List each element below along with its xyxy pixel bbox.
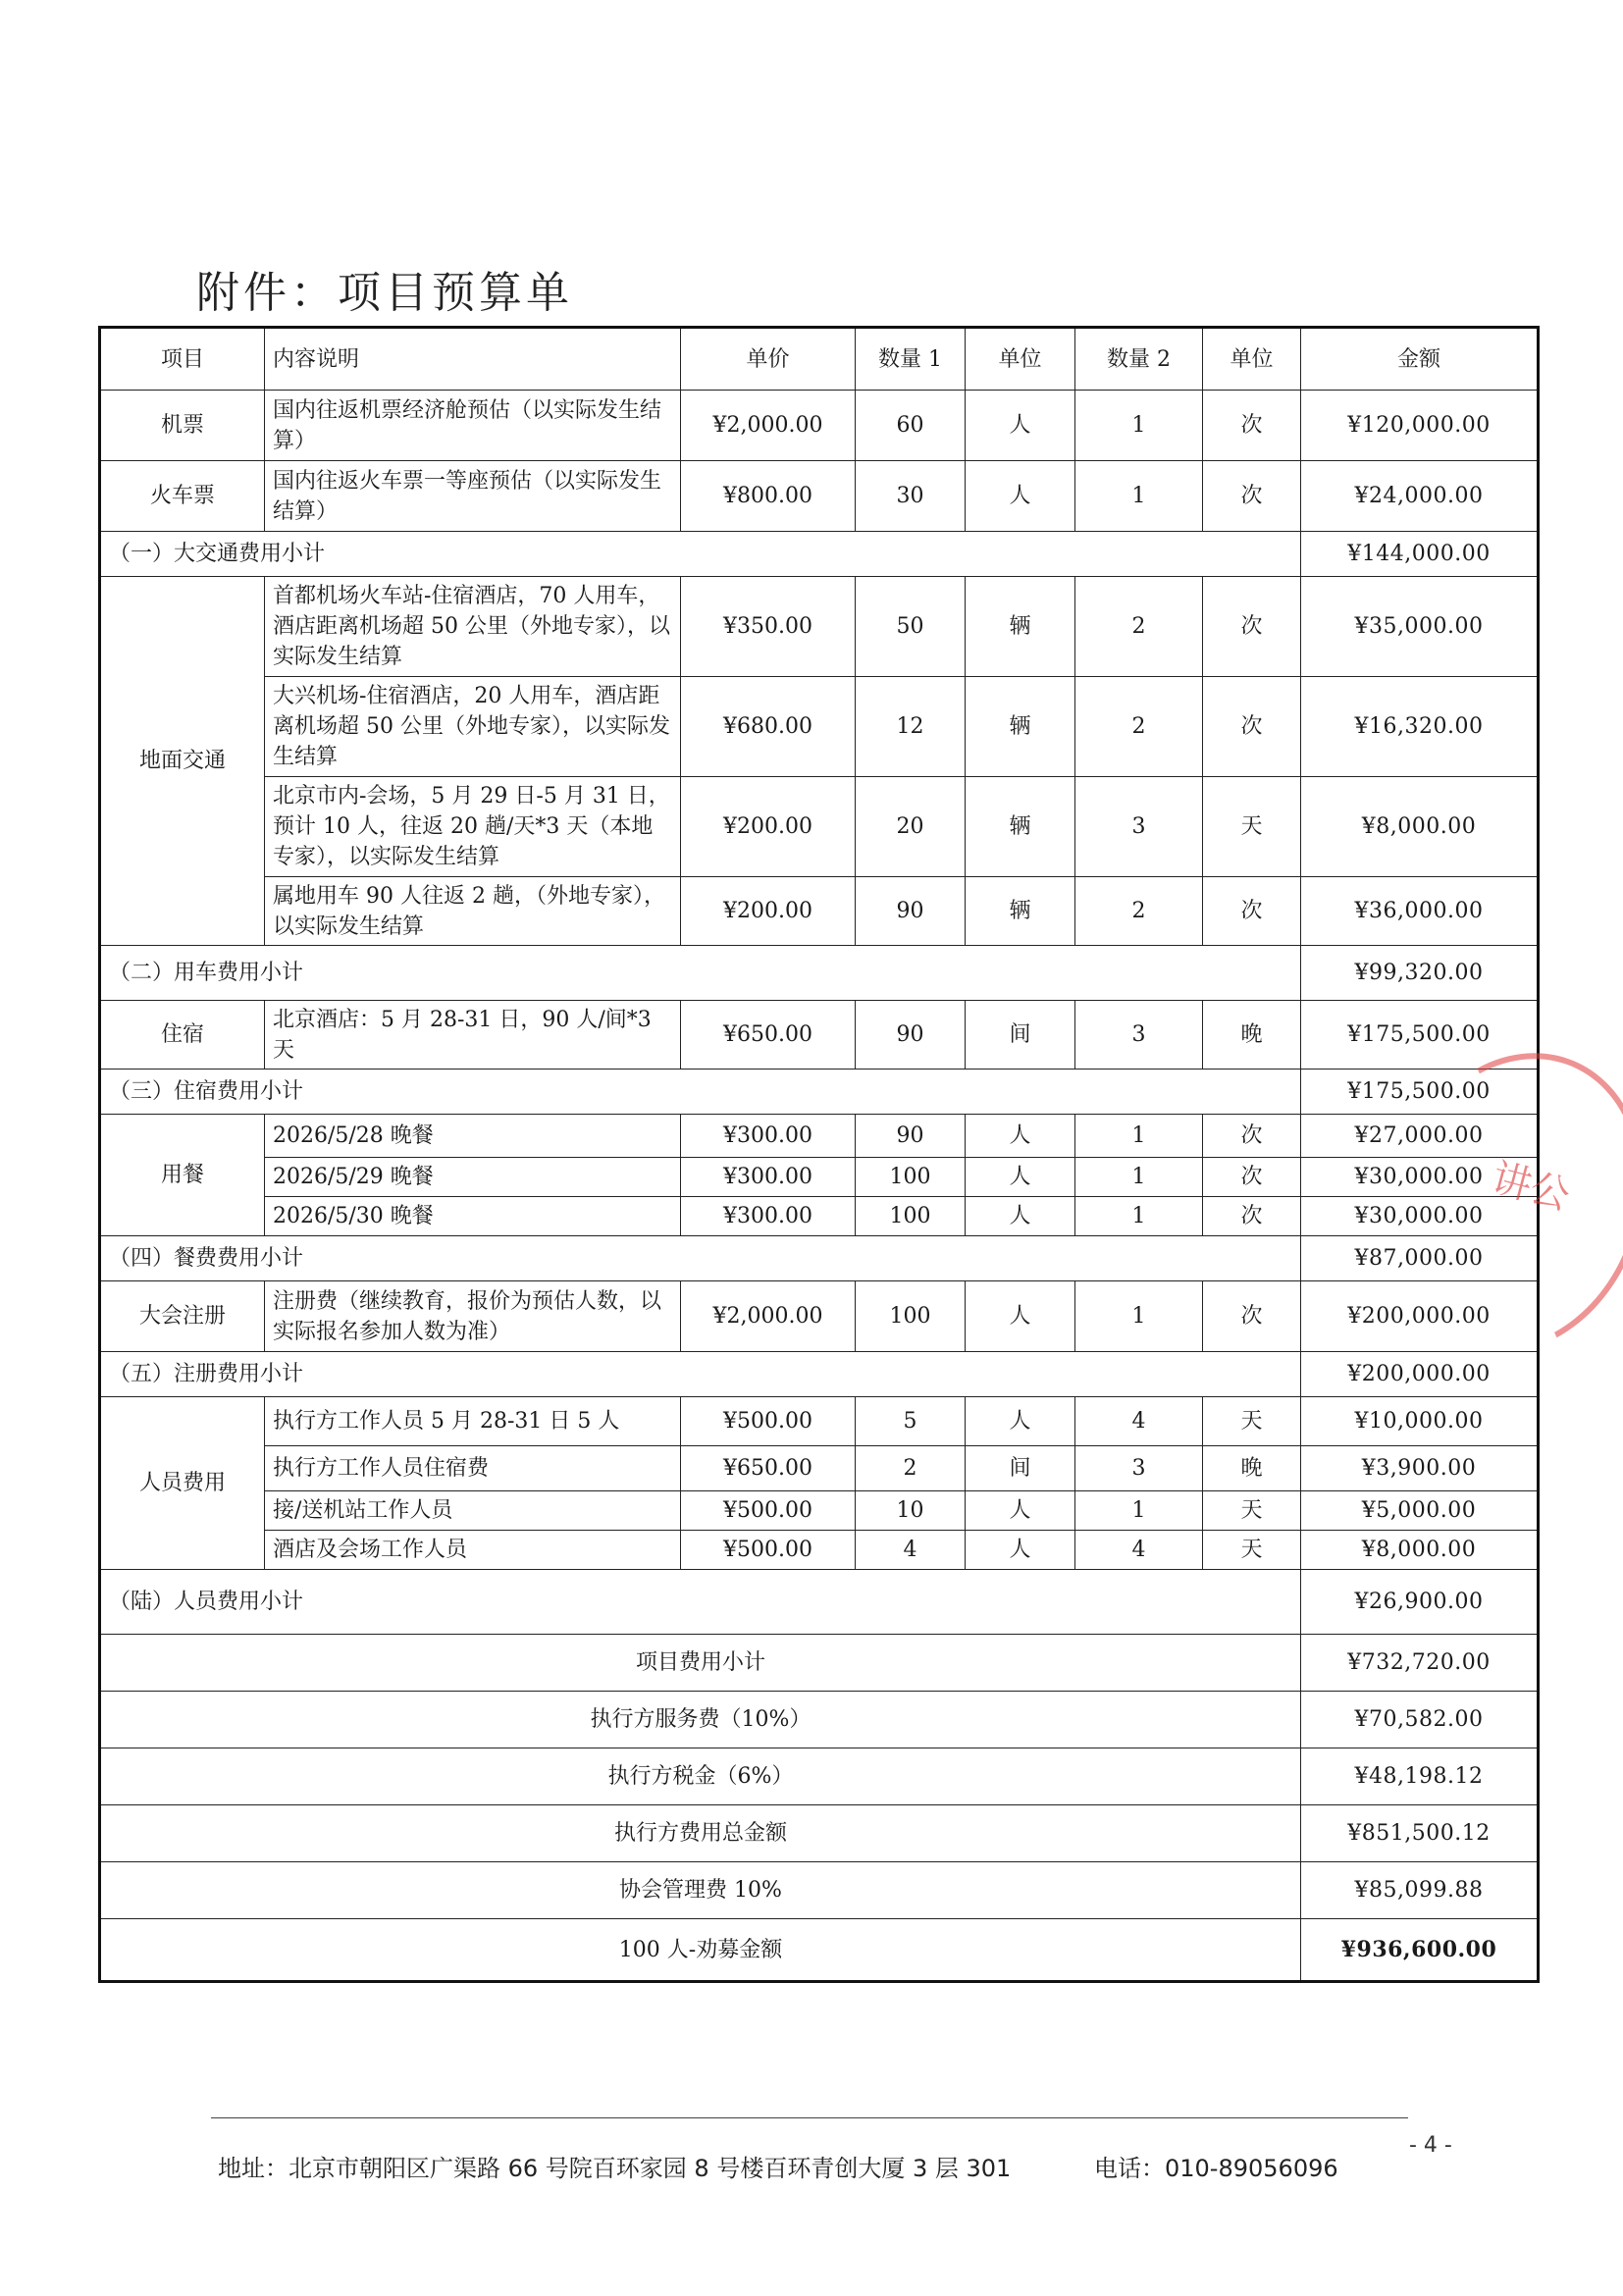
table-row: [100, 1281, 1539, 1352]
qty1-cell: 2: [856, 1446, 966, 1491]
total-amount: ¥732,720.00: [1301, 1635, 1539, 1692]
unit1-cell: 间: [966, 1001, 1075, 1070]
qty2-cell: 1: [1075, 1115, 1203, 1158]
price-cell: ¥200.00: [681, 777, 856, 877]
total-row: [100, 1692, 1539, 1748]
price-cell: ¥500.00: [681, 1397, 856, 1446]
qty2-cell: 1: [1075, 1491, 1203, 1531]
unit2-cell: 天: [1203, 777, 1301, 877]
subtotal-row: [100, 946, 1539, 1001]
footer-divider: [211, 2117, 1408, 2118]
price-cell: ¥650.00: [681, 1446, 856, 1491]
category-cell: 用餐: [100, 1115, 265, 1236]
price-cell: ¥2,000.00: [681, 391, 856, 461]
header-cell: 数量 1: [856, 328, 966, 391]
total-amount: ¥48,198.12: [1301, 1748, 1539, 1805]
qty2-cell: 3: [1075, 777, 1203, 877]
page-title: 附件：项目预算单: [196, 268, 573, 318]
amount-cell: ¥200,000.00: [1301, 1281, 1539, 1352]
header-cell: 内容说明: [265, 328, 681, 391]
description-cell: 国内往返机票经济舱预估（以实际发生结算）: [265, 391, 681, 461]
total-label: 协会管理费 10%: [100, 1862, 1301, 1919]
description-cell: 属地用车 90 人往返 2 趟，（外地专家），以实际发生结算: [265, 877, 681, 946]
qty2-cell: 4: [1075, 1397, 1203, 1446]
amount-cell: ¥35,000.00: [1301, 577, 1539, 677]
subtotal-label: （五）注册费用小计: [100, 1352, 1301, 1397]
description-cell: 北京市内-会场，5 月 29 日-5 月 31 日，预计 10 人，往返 20 趟/天*3 天（本地专家），以实际发生结算: [265, 777, 681, 877]
table-row: [100, 1197, 1539, 1236]
subtotal-row: [100, 1570, 1539, 1635]
amount-cell: ¥36,000.00: [1301, 877, 1539, 946]
amount-cell: ¥5,000.00: [1301, 1491, 1539, 1531]
unit1-cell: 人: [966, 1491, 1075, 1531]
unit2-cell: 次: [1203, 1281, 1301, 1352]
subtotal-label: （四）餐费费用小计: [100, 1236, 1301, 1281]
subtotal-row: [100, 1352, 1539, 1397]
description-cell: 首都机场火车站-住宿酒店，70 人用车，酒店距离机场超 50 公里（外地专家），以实际发生结算: [265, 577, 681, 677]
qty1-cell: 30: [856, 461, 966, 532]
qty1-cell: 4: [856, 1531, 966, 1570]
total-row: [100, 1805, 1539, 1862]
unit1-cell: 人: [966, 391, 1075, 461]
footer-address: 地址：北京市朝阳区广渠路 66 号院百环家园 8 号楼百环青创大厦 3 层 301: [218, 2155, 1012, 2182]
total-label: 项目费用小计: [100, 1635, 1301, 1692]
price-cell: ¥500.00: [681, 1491, 856, 1531]
page-number: - 4 -: [1409, 2133, 1452, 2158]
total-label: 执行方费用总金额: [100, 1805, 1301, 1862]
total-amount: ¥851,500.12: [1301, 1805, 1539, 1862]
unit2-cell: 次: [1203, 461, 1301, 532]
qty2-cell: 4: [1075, 1531, 1203, 1570]
table-row: [100, 1158, 1539, 1197]
table-row: [100, 777, 1539, 877]
description-cell: 接/送机站工作人员: [265, 1491, 681, 1531]
qty1-cell: 90: [856, 1001, 966, 1070]
amount-cell: ¥120,000.00: [1301, 391, 1539, 461]
price-cell: ¥350.00: [681, 577, 856, 677]
total-row: [100, 1635, 1539, 1692]
qty1-cell: 10: [856, 1491, 966, 1531]
qty2-cell: 1: [1075, 1158, 1203, 1197]
description-cell: 大兴机场-住宿酒店，20 人用车，酒店距离机场超 50 公里（外地专家），以实际发生结算: [265, 677, 681, 777]
grand-total-row: [100, 1919, 1539, 1982]
amount-cell: ¥8,000.00: [1301, 1531, 1539, 1570]
unit1-cell: 辆: [966, 677, 1075, 777]
description-cell: 2026/5/29 晚餐: [265, 1158, 681, 1197]
price-cell: ¥300.00: [681, 1158, 856, 1197]
description-cell: 2026/5/28 晚餐: [265, 1115, 681, 1158]
header-cell: 单位: [966, 328, 1075, 391]
subtotal-label: （三）住宿费用小计: [100, 1070, 1301, 1115]
table-row: [100, 877, 1539, 946]
price-cell: ¥200.00: [681, 877, 856, 946]
category-cell: 人员费用: [100, 1397, 265, 1570]
qty2-cell: 3: [1075, 1001, 1203, 1070]
qty1-cell: 90: [856, 1115, 966, 1158]
qty2-cell: 2: [1075, 677, 1203, 777]
table-row: [100, 391, 1539, 461]
table-row: [100, 577, 1539, 677]
amount-cell: ¥24,000.00: [1301, 461, 1539, 532]
category-cell: 地面交通: [100, 577, 265, 946]
unit1-cell: 人: [966, 1115, 1075, 1158]
amount-cell: ¥10,000.00: [1301, 1397, 1539, 1446]
qty1-cell: 12: [856, 677, 966, 777]
unit2-cell: 次: [1203, 877, 1301, 946]
subtotal-label: （一）大交通费用小计: [100, 532, 1301, 577]
unit1-cell: 辆: [966, 877, 1075, 946]
grand-total-amount: ¥936,600.00: [1301, 1919, 1539, 1982]
price-cell: ¥800.00: [681, 461, 856, 532]
qty1-cell: 100: [856, 1197, 966, 1236]
footer-phone: 电话：010-89056096: [1094, 2155, 1338, 2182]
unit1-cell: 人: [966, 1397, 1075, 1446]
description-cell: 注册费（继续教育，报价为预估人数，以实际报名参加人数为准）: [265, 1281, 681, 1352]
total-row: [100, 1748, 1539, 1805]
unit2-cell: 天: [1203, 1397, 1301, 1446]
price-cell: ¥650.00: [681, 1001, 856, 1070]
qty2-cell: 1: [1075, 1281, 1203, 1352]
price-cell: ¥300.00: [681, 1197, 856, 1236]
unit1-cell: 辆: [966, 577, 1075, 677]
category-cell: 火车票: [100, 461, 265, 532]
subtotal-amount: ¥144,000.00: [1301, 532, 1539, 577]
description-cell: 执行方工作人员住宿费: [265, 1446, 681, 1491]
amount-cell: ¥16,320.00: [1301, 677, 1539, 777]
unit2-cell: 次: [1203, 677, 1301, 777]
subtotal-amount: ¥99,320.00: [1301, 946, 1539, 1001]
total-label: 执行方服务费（10%）: [100, 1692, 1301, 1748]
unit1-cell: 辆: [966, 777, 1075, 877]
subtotal-row: [100, 1236, 1539, 1281]
total-amount: ¥85,099.88: [1301, 1862, 1539, 1919]
unit2-cell: 次: [1203, 391, 1301, 461]
subtotal-row: [100, 1070, 1539, 1115]
budget-table: [98, 326, 1540, 1983]
description-cell: 北京酒店：5 月 28-31 日，90 人/间*3 天: [265, 1001, 681, 1070]
table-row: [100, 1397, 1539, 1446]
header-cell: 项目: [100, 328, 265, 391]
category-cell: 机票: [100, 391, 265, 461]
table-row: [100, 677, 1539, 777]
qty1-cell: 100: [856, 1281, 966, 1352]
table-row: [100, 1001, 1539, 1070]
qty1-cell: 20: [856, 777, 966, 877]
description-cell: 2026/5/30 晚餐: [265, 1197, 681, 1236]
qty2-cell: 1: [1075, 391, 1203, 461]
description-cell: 执行方工作人员 5 月 28-31 日 5 人: [265, 1397, 681, 1446]
qty2-cell: 2: [1075, 877, 1203, 946]
header-cell: 金额: [1301, 328, 1539, 391]
amount-cell: ¥30,000.00: [1301, 1158, 1539, 1197]
price-cell: ¥680.00: [681, 677, 856, 777]
total-label: 执行方税金（6%）: [100, 1748, 1301, 1805]
unit1-cell: 间: [966, 1446, 1075, 1491]
qty1-cell: 60: [856, 391, 966, 461]
category-cell: 大会注册: [100, 1281, 265, 1352]
amount-cell: ¥8,000.00: [1301, 777, 1539, 877]
header-cell: 单位: [1203, 328, 1301, 391]
subtotal-amount: ¥26,900.00: [1301, 1570, 1539, 1635]
qty2-cell: 2: [1075, 577, 1203, 677]
unit1-cell: 人: [966, 1281, 1075, 1352]
unit2-cell: 天: [1203, 1531, 1301, 1570]
description-cell: 酒店及会场工作人员: [265, 1531, 681, 1570]
header-cell: 数量 2: [1075, 328, 1203, 391]
qty1-cell: 100: [856, 1158, 966, 1197]
table-header-row: [100, 328, 1539, 391]
price-cell: ¥500.00: [681, 1531, 856, 1570]
description-cell: 国内往返火车票一等座预估（以实际发生结算）: [265, 461, 681, 532]
unit1-cell: 人: [966, 1197, 1075, 1236]
unit2-cell: 晚: [1203, 1001, 1301, 1070]
unit1-cell: 人: [966, 461, 1075, 532]
unit2-cell: 天: [1203, 1491, 1301, 1531]
qty1-cell: 5: [856, 1397, 966, 1446]
price-cell: ¥300.00: [681, 1115, 856, 1158]
subtotal-row: [100, 532, 1539, 577]
grand-total-label: 100 人-劝募金额: [100, 1919, 1301, 1982]
stamp-text: 讲公: [1487, 1155, 1575, 1220]
amount-cell: ¥3,900.00: [1301, 1446, 1539, 1491]
subtotal-amount: ¥87,000.00: [1301, 1236, 1539, 1281]
total-amount: ¥70,582.00: [1301, 1692, 1539, 1748]
category-cell: 住宿: [100, 1001, 265, 1070]
unit1-cell: 人: [966, 1531, 1075, 1570]
subtotal-amount: ¥175,500.00: [1301, 1070, 1539, 1115]
qty2-cell: 1: [1075, 1197, 1203, 1236]
total-row: [100, 1862, 1539, 1919]
table-row: [100, 1491, 1539, 1531]
table-row: [100, 461, 1539, 532]
unit2-cell: 晚: [1203, 1446, 1301, 1491]
unit1-cell: 人: [966, 1158, 1075, 1197]
qty2-cell: 1: [1075, 461, 1203, 532]
amount-cell: ¥27,000.00: [1301, 1115, 1539, 1158]
table-row: [100, 1446, 1539, 1491]
header-cell: 单价: [681, 328, 856, 391]
amount-cell: ¥175,500.00: [1301, 1001, 1539, 1070]
table-row: [100, 1115, 1539, 1158]
qty2-cell: 3: [1075, 1446, 1203, 1491]
subtotal-label: （二）用车费用小计: [100, 946, 1301, 1001]
unit2-cell: 次: [1203, 577, 1301, 677]
table-row: [100, 1531, 1539, 1570]
subtotal-label: （陆）人员费用小计: [100, 1570, 1301, 1635]
unit2-cell: 次: [1203, 1115, 1301, 1158]
qty1-cell: 50: [856, 577, 966, 677]
price-cell: ¥2,000.00: [681, 1281, 856, 1352]
amount-cell: ¥30,000.00: [1301, 1197, 1539, 1236]
unit2-cell: 次: [1203, 1158, 1301, 1197]
subtotal-amount: ¥200,000.00: [1301, 1352, 1539, 1397]
qty1-cell: 90: [856, 877, 966, 946]
unit2-cell: 次: [1203, 1197, 1301, 1236]
